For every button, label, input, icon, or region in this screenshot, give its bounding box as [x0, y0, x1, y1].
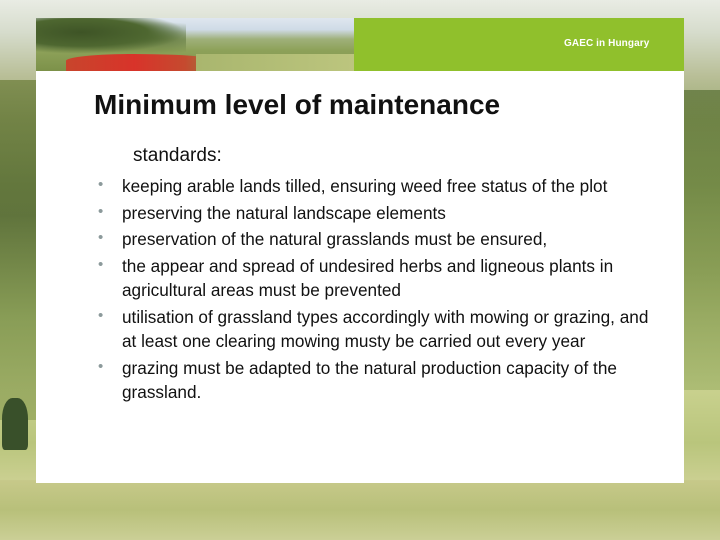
bullet-text: keeping arable lands tilled, ensuring weed free status of the plot [122, 176, 608, 196]
background-trees-right [680, 90, 720, 390]
bullet-text: utilisation of grassland types accordingly with mowing or grazing, and at least one clearing mowing musty be carried out every year [122, 306, 649, 351]
slide-content [36, 71, 684, 483]
bullet-text: preserving the natural landscape elements [122, 202, 446, 223]
bullet-item [96, 356, 656, 405]
banner-landscape-photo [36, 18, 354, 71]
bullet-item [96, 305, 656, 354]
bullet-text: grazing must be adapted to the natural production capacity of the grassland. [122, 357, 617, 402]
bullet-item [96, 227, 656, 252]
background-bush [2, 398, 28, 450]
header-banner [36, 18, 684, 71]
intro-text: standards: [133, 145, 222, 166]
banner-trees [36, 18, 186, 54]
bullet-item [96, 174, 656, 199]
bullet-text: preservation of the natural grasslands must be ensured, [122, 229, 548, 249]
bullet-item [96, 201, 656, 226]
bullet-item [96, 254, 656, 303]
bullet-icon: • [98, 176, 104, 193]
bullet-list [96, 174, 656, 407]
banner-field [196, 54, 354, 71]
bullet-icon: • [98, 202, 104, 220]
bullet-text: the appear and spread of undesired herbs and ligneous plants in agricultural areas must be prevented [122, 255, 614, 300]
bullet-icon: • [98, 229, 104, 246]
banner-label: GAEC in Hungary [564, 38, 650, 49]
banner-green-panel [354, 18, 684, 71]
bullet-icon: • [98, 306, 104, 324]
bullet-icon: • [98, 357, 104, 375]
bullet-icon: • [98, 255, 104, 273]
slide-title: Minimum level of maintenance [94, 89, 501, 120]
background-field [0, 480, 720, 540]
